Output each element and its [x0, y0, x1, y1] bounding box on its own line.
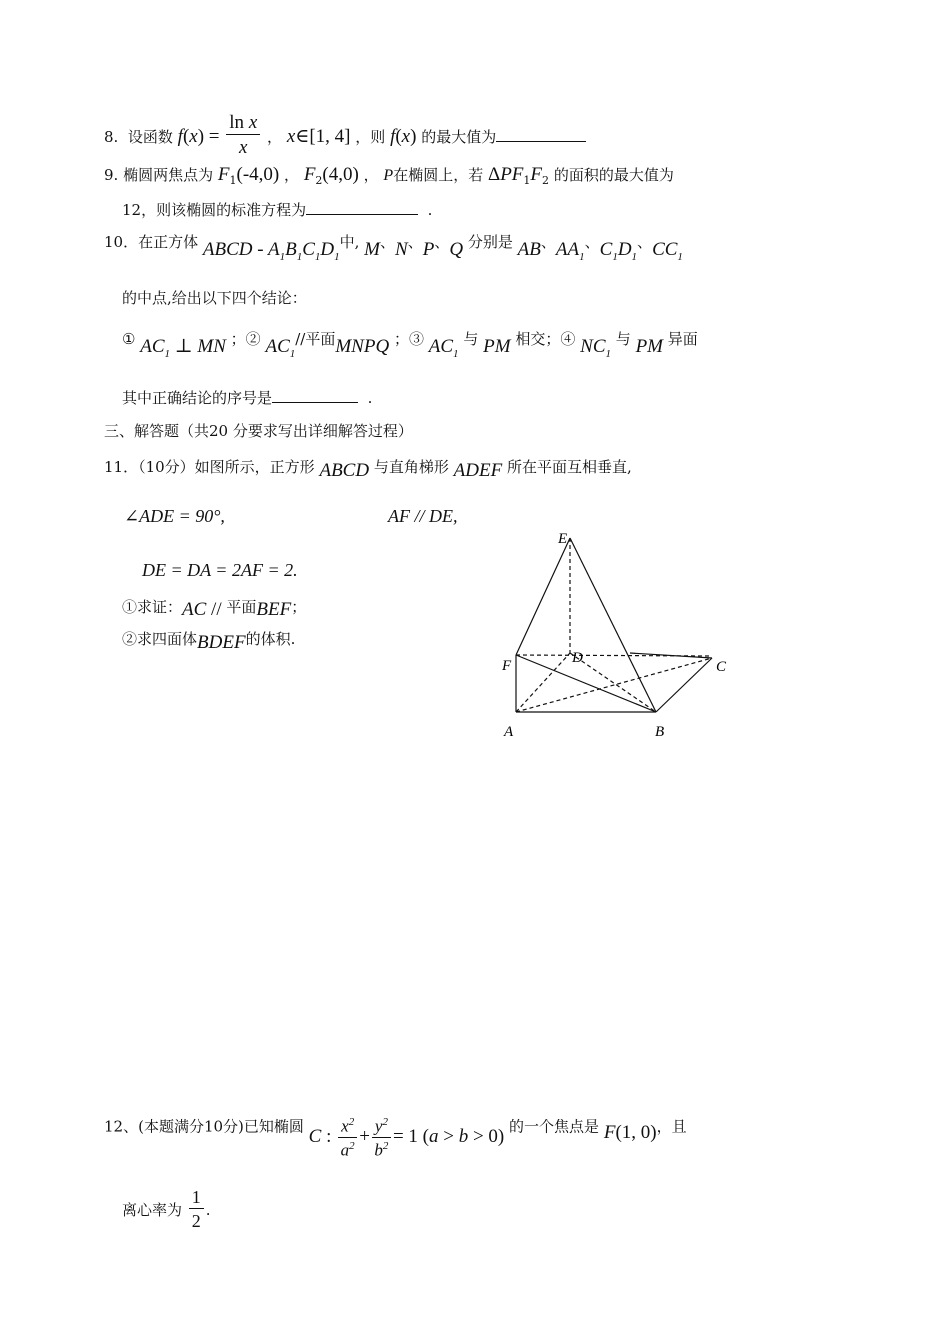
- question-10: 10．在正方体 ABCD - $A_1B_1C_1D_1$中, M、N、P、Q 分别是 AB、$AA_1$、$C_1D_1$、$CC_1$: [104, 233, 683, 263]
- answer-blank: [306, 200, 418, 215]
- angle-condition: ∠ADE = 90°,: [124, 506, 225, 526]
- length-condition: DE = DA = 2AF = 2.: [142, 560, 298, 580]
- edge-AD: [516, 653, 570, 712]
- math-fx: f: [177, 126, 183, 147]
- label-B: B: [655, 724, 665, 740]
- edge-AC: [516, 658, 712, 712]
- question-12-line2: 离心率为 $\frac{1}{2}$ .: [122, 1187, 211, 1231]
- question-11: 11．（10分）如图所示，正方形 ABCD 与直角梯形 ADEF 所在平面互相垂直,: [104, 458, 632, 481]
- edge-EB: [570, 538, 656, 712]
- question-11-part2: ②求四面体BDEF的体积.: [122, 630, 296, 653]
- question-8: 8. 设函数 f(x) = $\frac{\text{ln x}}{x}$ ， x∈[1, 4] ，则 f(x) 的最大值为: [104, 116, 586, 160]
- label-D: D: [572, 650, 583, 666]
- section-3-heading: 三、解答题（共20 分要求写出详细解答过程）: [104, 422, 413, 440]
- label-A: A: [504, 724, 514, 740]
- question-9: 9. 椭圆两焦点为 $F_1(-4,0)$ ， $F_2(4,0)$ ， P在椭圆上，若 $\Delta PF_1F_2$ 的面积的最大值为: [104, 164, 674, 187]
- label-F: F: [502, 658, 512, 674]
- parallel-condition: AF // DE,: [388, 506, 458, 526]
- label-E: E: [558, 531, 568, 547]
- edge-FB: [516, 655, 656, 712]
- question-11-part1: ①求证：AC // 平面BEF；: [122, 598, 307, 620]
- question-9-line2: 12，则该椭圆的标准方程为 .: [122, 201, 433, 219]
- edge-BC: [656, 658, 712, 712]
- label-C: C: [716, 659, 727, 675]
- question-10-line4: 其中正确结论的序号是 .: [122, 389, 373, 407]
- fraction-lnx-x: $\frac{\text{ln x}}{x}$: [226, 113, 260, 157]
- geometry-figure: [490, 520, 750, 750]
- edge-EF: [516, 538, 570, 655]
- answer-blank: [496, 127, 586, 142]
- question-10-conclusions: ① $AC_1$ ⊥ MN ；② $AC_1//$平面MNPQ ；③ $AC_1$ 与 PM 相交；④ $NC_1$ 与 PM 异面: [122, 330, 698, 360]
- question-10-line2: 的中点,给出以下四个结论：: [122, 289, 307, 307]
- question-12: 12、(本题满分10分)已知椭圆 C : $\frac{x^2}{a^2}$ + $\frac{y^2}{b^2}$ = 1 (a > b > 0) 的一个焦点是 F(1, 0)，且: [104, 1116, 687, 1160]
- question-number: 8.: [104, 128, 119, 146]
- answer-blank: [272, 388, 358, 403]
